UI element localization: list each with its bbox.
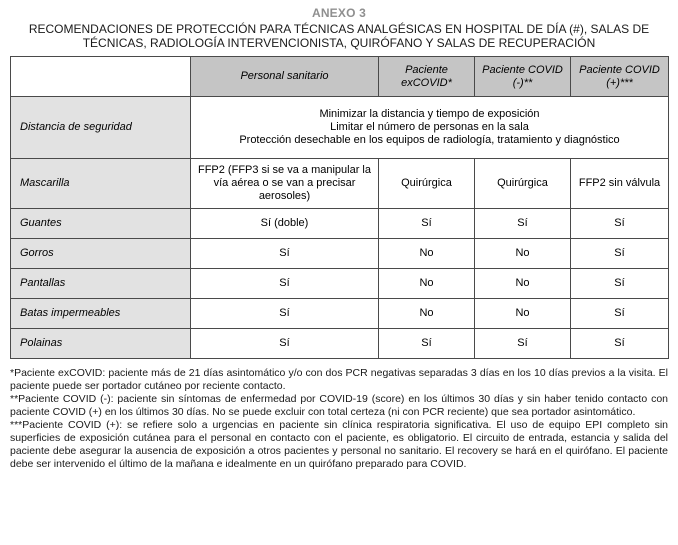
table-row-gorros (11, 239, 669, 269)
cell-guantes-covid-pos: Sí (571, 209, 669, 239)
cell-mascarilla-personal: FFP2 (FFP3 si se va a manipular la vía aérea o se van a precisar aerosoles) (191, 159, 379, 209)
column-header-paciente-covid-negativo: Paciente COVID (-)** (475, 57, 571, 97)
table-row-mascarilla (11, 159, 669, 209)
table-row-pantallas (11, 269, 669, 299)
document-title: ANEXO 3 (311, 6, 367, 20)
cell-mascarilla-covid-neg: Quirúrgica (475, 159, 571, 209)
row-label-pantallas: Pantallas (11, 269, 191, 299)
table-header-row (11, 57, 669, 97)
cell-pantallas-covid-neg: No (475, 269, 571, 299)
row-label-distancia: Distancia de seguridad (11, 97, 191, 159)
cell-polainas-covid-neg: Sí (475, 329, 571, 359)
distancia-line-2: Limitar el número de personas en la sala (330, 121, 529, 133)
distancia-line-3: Protección desechable en los equipos de radiología, tratamiento y diagnóstico (239, 134, 620, 146)
cell-guantes-covid-neg: Sí (475, 209, 571, 239)
cell-gorros-personal: Sí (191, 239, 379, 269)
table-row-guantes (11, 209, 669, 239)
table-row-batas (11, 299, 669, 329)
column-header-paciente-covid-positivo: Paciente COVID (+)*** (571, 57, 669, 97)
table-row-distancia (11, 97, 669, 159)
distancia-line-1: Minimizar la distancia y tiempo de exposición (319, 108, 540, 120)
cell-batas-personal: Sí (191, 299, 379, 329)
cell-guantes-personal: Sí (doble) (191, 209, 379, 239)
cell-mascarilla-excovid: Quirúrgica (379, 159, 475, 209)
cell-polainas-personal: Sí (191, 329, 379, 359)
row-label-polainas: Polainas (11, 329, 191, 359)
cell-pantallas-excovid: No (379, 269, 475, 299)
footnote-excovid: *Paciente exCOVID: paciente más de 21 días asintomático y/o con dos PCR negativas separadas 3 días en los 10 días previos a la visita. El paciente puede ser portador cutáneo por reciente contacto. (10, 367, 668, 392)
cell-gorros-covid-pos: Sí (571, 239, 669, 269)
cell-batas-covid-neg: No (475, 299, 571, 329)
cell-mascarilla-covid-pos: FFP2 sin válvula (571, 159, 669, 209)
row-label-gorros: Gorros (11, 239, 191, 269)
row-label-mascarilla: Mascarilla (11, 159, 191, 209)
cell-batas-covid-pos: Sí (571, 299, 669, 329)
cell-batas-excovid: No (379, 299, 475, 329)
column-header-paciente-excovid: Paciente exCOVID* (379, 57, 475, 97)
cell-distancia-span (191, 97, 669, 159)
cell-guantes-excovid: Sí (379, 209, 475, 239)
cell-pantallas-covid-pos: Sí (571, 269, 669, 299)
cell-polainas-excovid: Sí (379, 329, 475, 359)
footnotes-block (10, 367, 668, 471)
cell-gorros-covid-neg: No (475, 239, 571, 269)
corner-cell (11, 57, 191, 97)
cell-gorros-excovid: No (379, 239, 475, 269)
row-label-guantes: Guantes (11, 209, 191, 239)
row-label-batas: Batas impermeables (11, 299, 191, 329)
footnote-covid-positivo: ***Paciente COVID (+): se refiere solo a urgencias en paciente sin clínica respiratoria significativa. El uso de equipo EPI completo sin superficies de exposición cutánea para el personal en contacto con el paciente, es obligatorio. El circuito de entrada, estancia y salida del paciente debe asegurar la ausencia de exposición a otros pacientes y personal no sanitario. El recovery se hará en el quirófano. El paciente debe ser intervenido el último de la mañana e idealmente en un quirófano preparado para COVID. (10, 419, 668, 470)
column-header-personal-sanitario: Personal sanitario (191, 57, 379, 97)
cell-polainas-covid-pos: Sí (571, 329, 669, 359)
protection-recommendations-table (10, 56, 669, 359)
table-row-polainas (11, 329, 669, 359)
document-subtitle: RECOMENDACIONES DE PROTECCIÓN PARA TÉCNICAS ANALGÉSICAS EN HOSPITAL DE DÍA (#), SALAS DE TÉCNICAS, RADIOLOGÍA INTERVENCIONISTA, QUIRÓFANO Y SALAS DE RECUPERACIÓN (28, 22, 650, 50)
cell-pantallas-personal: Sí (191, 269, 379, 299)
footnote-covid-negativo: **Paciente COVID (-): paciente sin síntomas de enfermedad por COVID-19 (score) en los últimos 30 días y sin haber tenido contacto con paciente COVID (+) en los últimos 30 días. No se puede excluir con total certeza (ni con PCR reciente) que sea portador asintomático. (10, 393, 668, 418)
